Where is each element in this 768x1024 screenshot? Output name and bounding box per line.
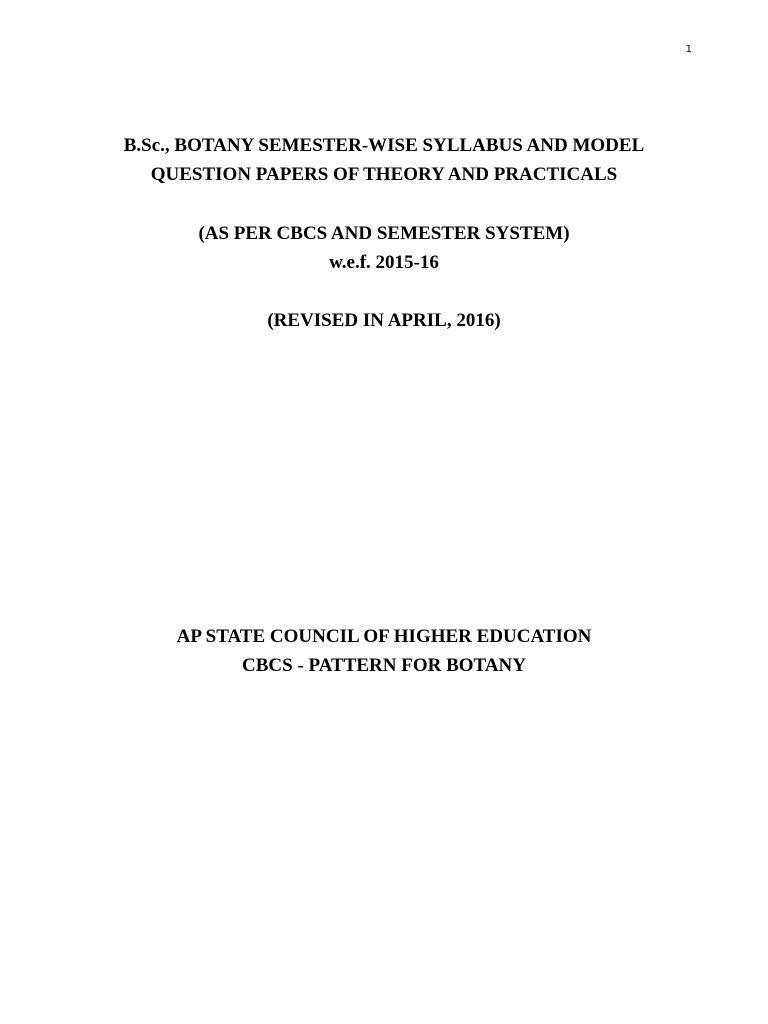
council-line-2: CBCS - PATTERN FOR BOTANY [242,655,526,676]
title-line-1: B.Sc., BOTANY SEMESTER-WISE SYLLABUS AND MODEL [123,135,645,156]
document-title [0,131,768,189]
system-info [0,219,768,277]
council-info [0,622,768,680]
title-line-2: QUESTION PAPERS OF THEORY AND PRACTICALS [150,164,618,185]
council-line-1: AP STATE COUNCIL OF HIGHER EDUCATION [176,626,592,647]
system-line-1: (AS PER CBCS AND SEMESTER SYSTEM) [198,223,570,244]
revised-line-1: (REVISED IN APRIL, 2016) [267,310,501,331]
page-number: 1 [685,44,692,55]
system-line-2: w.e.f. 2015-16 [329,252,439,273]
revision-note [0,306,768,335]
